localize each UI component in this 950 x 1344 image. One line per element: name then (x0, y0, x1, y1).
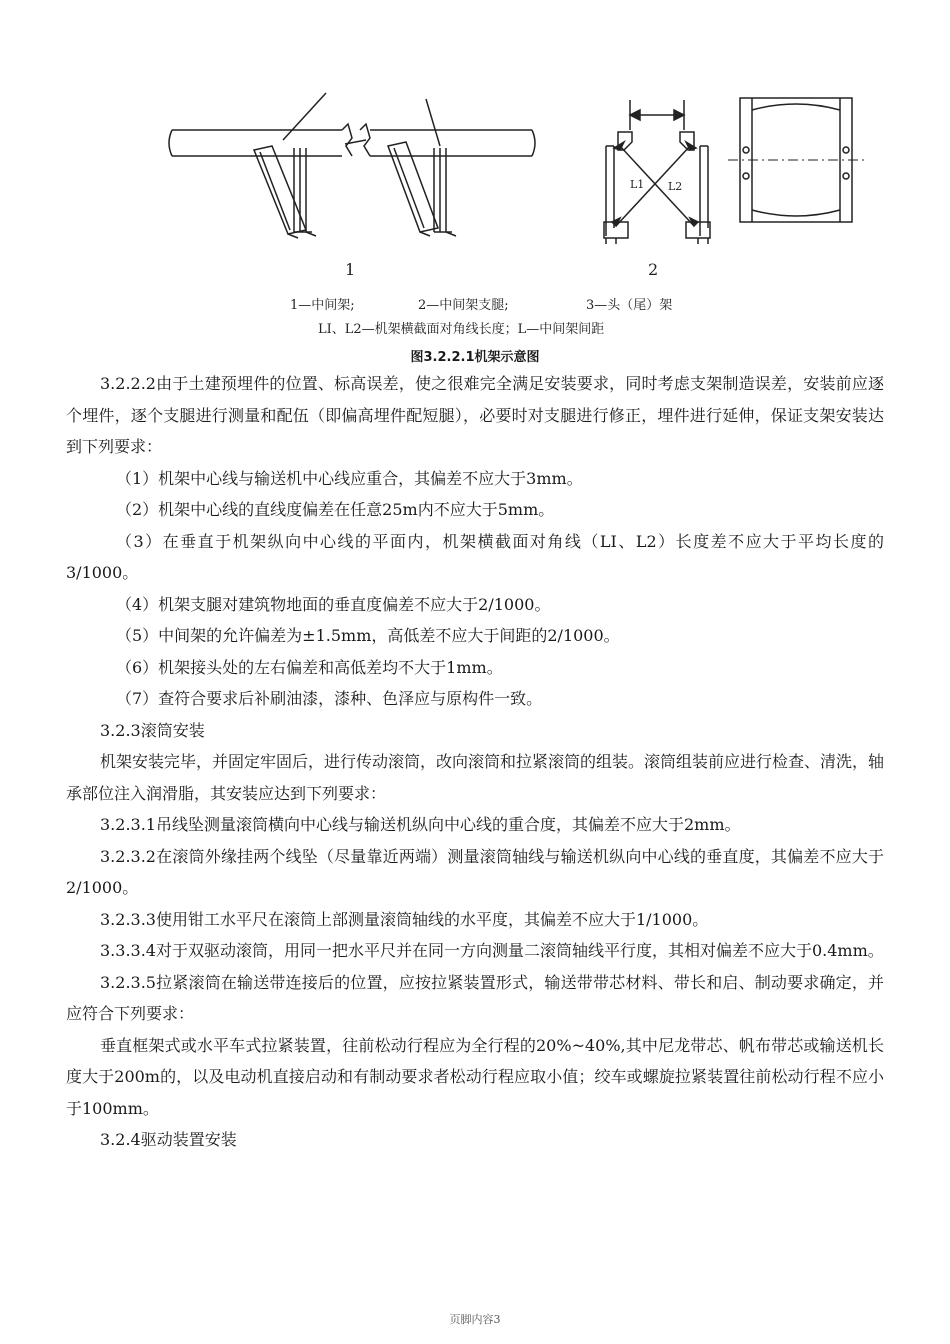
legend-item-2: 2—中间架支腿; (418, 298, 509, 313)
paragraph: 3.2.3.2在滚筒外缘挂两个线坠（尽量靠近两端）测量滚筒轴线与输送机纵向中心线的垂直度，其偏差不应大于2/1000。 (66, 846, 884, 897)
page-footer: 页脚内容3 (449, 1313, 501, 1326)
paragraph: （1）机架中心线与输送机中心线应重合，其偏差不应大于3mm。 (116, 468, 583, 488)
paragraph: 3.2.3滚筒安装 (100, 720, 205, 740)
paragraph: （3）在垂直于机架纵向中心线的平面内，机架横截面对角线（LI、L2）长度差不应大于平均长度的3/1000。 (66, 531, 884, 582)
paragraph: 3.2.2.2由于土建预埋件的位置、标高误差，使之很难完全满足安装要求，同时考虑支架制造误差，安装前应逐个埋件，逐个支腿进行测量和配伍（即偏高埋件配短腿），必要时对支腿进行修正，埋件进行延伸，保证支架安装达到下列要求： (66, 374, 884, 456)
paragraph: （5）中间架的允许偏差为±1.5mm，高低差不应大于间距的2/1000。 (116, 626, 620, 645)
paragraph: （2）机架中心线的直线度偏差在任意25m内不应大于5mm。 (116, 500, 555, 519)
side-view-drawing (169, 93, 535, 238)
label-l1: L1 (630, 178, 645, 191)
figure-number-2: 2 (648, 260, 659, 279)
paragraph: 3.2.3.1吊线坠测量滚筒横向中心线与输送机纵向中心线的重合度，其偏差不应大于2mm。 (100, 815, 741, 834)
head-frame-drawing (728, 98, 868, 222)
paragraph: 垂直框架式或水平车式拉紧装置，往前松动行程应为全行程的20%~40%,其中尼龙带芯、帆布带芯或输送机长度大于200m的，以及电动机直接启动和有制动要求者松动行程应取小值；绞车或螺旋拉紧装置往前松动行程不应小于100mm。 (66, 1035, 884, 1118)
paragraph: 3.3.3.4对于双驱动滚筒，用同一把水平尺并在同一方向测量二滚筒轴线平行度，其相对偏差不应大于0.4mm。 (100, 941, 884, 960)
cross-section-drawing (604, 100, 710, 244)
paragraph: （6）机架接头处的左右偏差和高低差均不大于1mm。 (116, 657, 503, 677)
paragraph: 3.2.3.3使用钳工水平尺在滚筒上部测量滚筒轴线的水平度，其偏差不应大于1/1000。 (100, 909, 709, 929)
paragraph: 3.2.4驱动装置安装 (100, 1130, 237, 1149)
legend-item-1: 1—中间架; (290, 298, 355, 313)
label-l2: L2 (668, 180, 683, 193)
figure-number-1: 1 (345, 260, 356, 279)
figure-caption: 图3.2.2.1机架示意图 (410, 350, 540, 365)
paragraph: （4）机架支腿对建筑物地面的垂直度偏差不应大于2/1000。 (116, 594, 551, 614)
legend-item-3: 3—头（尾）架 (586, 298, 673, 313)
paragraph: （7）查符合要求后补刷油漆，漆种、色泽应与原构件一致。 (116, 689, 543, 708)
body-text (66, 368, 884, 1156)
paragraph: 3.2.3.5拉紧滚筒在输送带连接后的位置，应按拉紧装置形式，输送带带芯材料、带长和启、制动要求确定，并应符合下列要求： (66, 972, 884, 1023)
paragraph: 机架安装完毕，并固定牢固后，进行传动滚筒，改向滚筒和拉紧滚筒的组装。滚筒组装前应进行检查、清洗，轴承部位注入润滑脂，其安装应达到下列要求： (66, 752, 885, 803)
frame-diagram (0, 0, 950, 300)
frame-figure (0, 0, 950, 337)
legend-line-2: LI、L2—机架横截面对角线长度；L—中间架间距 (318, 322, 605, 337)
